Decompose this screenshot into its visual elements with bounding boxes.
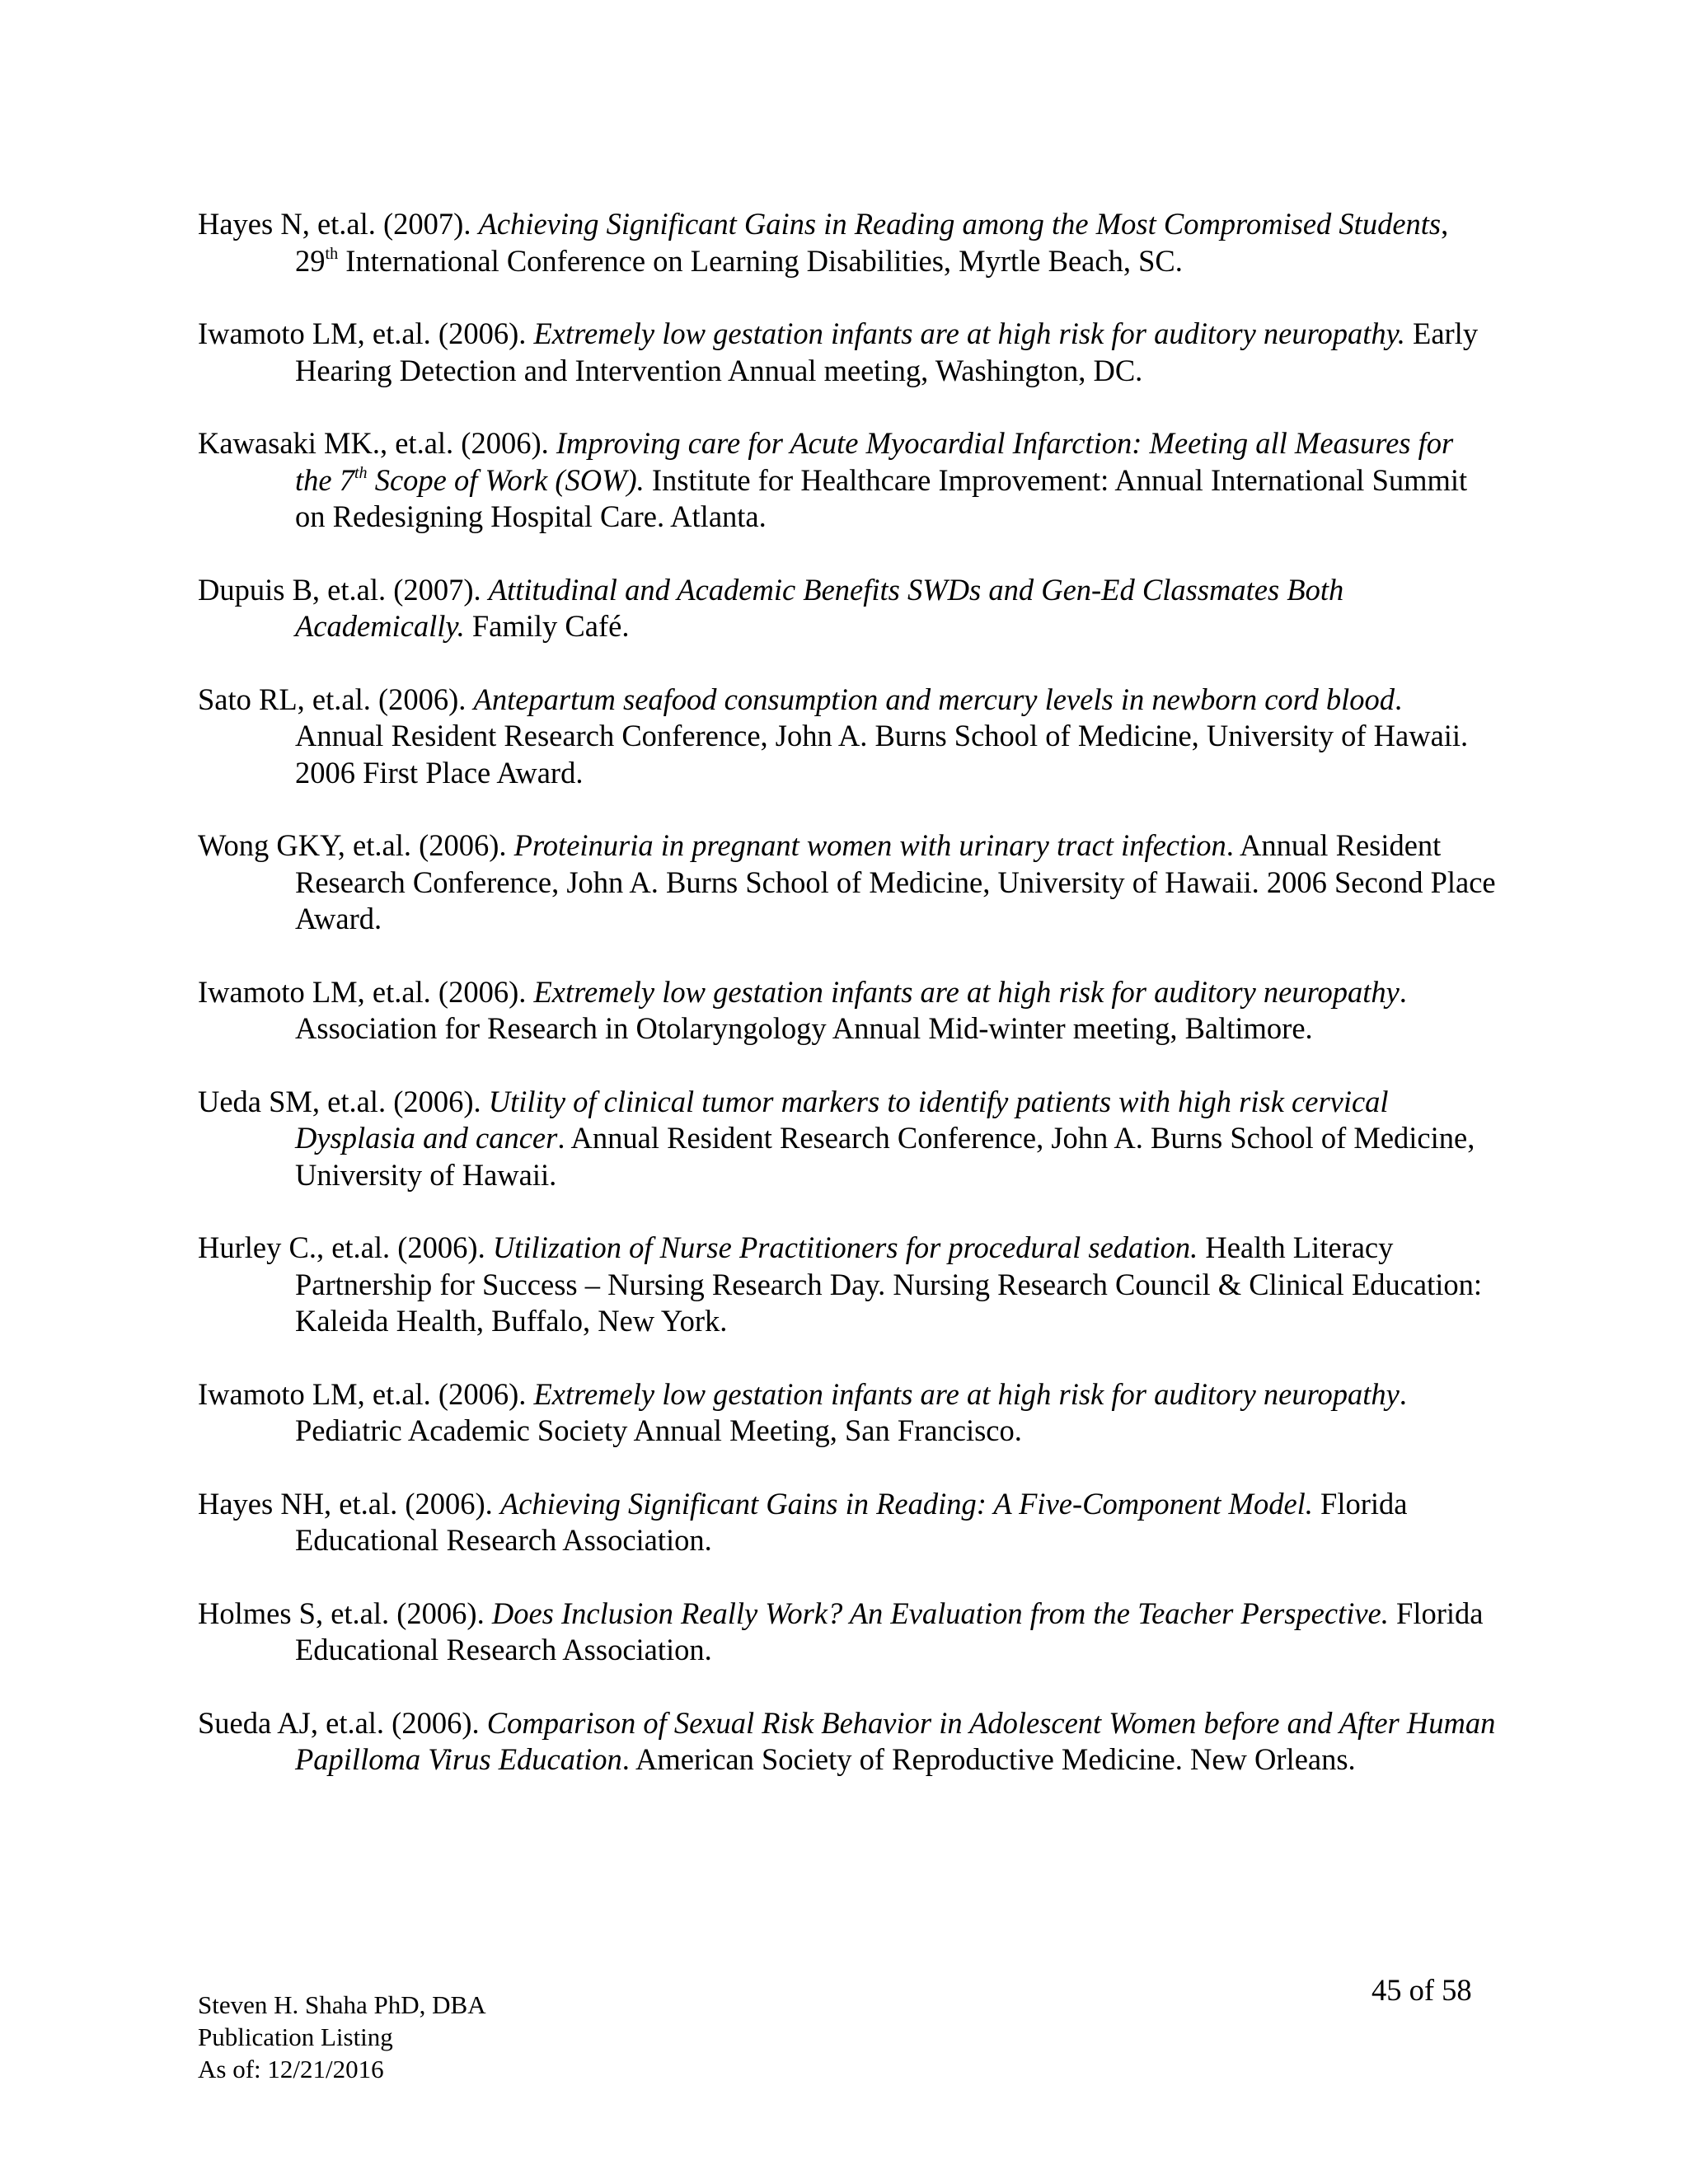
footer-author: Steven H. Shaha PhD, DBA xyxy=(198,1990,486,2019)
reference-text: Florida Educational Research Association. xyxy=(295,1596,1484,1666)
reference-title: Extremely low gestation infants are at high risk for auditory neuropathy. xyxy=(533,316,1405,350)
reference-authors-year: Hurley C., et.al. (2006). xyxy=(198,1230,493,1264)
reference-authors-year: Wong GKY, et.al. (2006). xyxy=(198,828,514,862)
reference-title: Comparison of Sexual Risk Behavior in Adolescent Women before and After Human Papilloma Virus Education xyxy=(295,1705,1496,1776)
reference-text: Early Hearing Detection and Intervention Annual meeting, Washington, DC. xyxy=(295,316,1479,387)
reference-text: International Conference on Learning Disabilities, Myrtle Beach, SC. xyxy=(338,243,1183,278)
reference-authors-year: Sueda AJ, et.al. (2006). xyxy=(198,1705,487,1740)
reference-text: . Association for Research in Otolaryngology Annual Mid-winter meeting, Baltimore. xyxy=(295,974,1407,1045)
reference-entry xyxy=(198,316,1496,389)
reference-authors-year: Iwamoto LM, et.al. (2006). xyxy=(198,974,534,1009)
reference-title: Attitudinal and Academic Benefits SWDs and Gen-Ed Classmates Both Academically. xyxy=(295,572,1344,643)
reference-text: Health Literacy Partnership for Success – Nursing Research Day. Nursing Research Council & Clinical Education: Kaleida Health, Buffalo, New York. xyxy=(295,1230,1483,1338)
reference-text: Institute for Healthcare Improvement: Annual International Summit on Redesigning Hospital Care. Atlanta. xyxy=(295,462,1468,533)
reference-text: . Pediatric Academic Society Annual Meeting, San Francisco. xyxy=(295,1376,1407,1447)
reference-entry xyxy=(198,1486,1496,1559)
reference-text: . Annual Resident Research Conference, John A. Burns School of Medicine, University of Hawaii. 2006 First Place Award. xyxy=(295,682,1469,790)
superscript-ordinal: th xyxy=(325,244,339,263)
reference-entry xyxy=(198,572,1496,645)
reference-entry xyxy=(198,1705,1496,1779)
reference-text: . Annual Resident Research Conference, John A. Burns School of Medicine, University of Hawaii. 2006 Second Place Award. xyxy=(295,828,1496,935)
reference-title: Scope of Work (SOW). xyxy=(367,462,645,497)
reference-authors-year: Sato RL, et.al. (2006). xyxy=(198,682,474,716)
reference-entry xyxy=(198,1376,1496,1450)
reference-entry xyxy=(198,425,1496,536)
reference-text: , 29 xyxy=(295,207,1449,278)
reference-text: . Annual Resident Research Conference, John A. Burns School of Medicine, University of Hawaii. xyxy=(295,1121,1475,1192)
reference-authors-year: Dupuis B, et.al. (2007). xyxy=(198,572,489,607)
reference-title: Extremely low gestation infants are at high risk for auditory neuropathy xyxy=(533,974,1400,1009)
reference-text: . American Society of Reproductive Medicine. New Orleans. xyxy=(621,1742,1356,1776)
reference-title: Proteinuria in pregnant women with urinary tract infection xyxy=(513,828,1226,862)
footer-date: As of: 12/21/2016 xyxy=(198,2055,384,2083)
reference-title: Utility of clinical tumor markers to identify patients with high risk cervical Dysplasia and cancer xyxy=(295,1084,1389,1155)
reference-authors-year: Hayes N, et.al. (2007). xyxy=(198,207,479,241)
reference-text: Florida Educational Research Association. xyxy=(295,1486,1408,1557)
reference-entry xyxy=(198,974,1496,1047)
reference-title: Extremely low gestation infants are at high risk for auditory neuropathy xyxy=(533,1376,1400,1411)
reference-entry xyxy=(198,1084,1496,1194)
reference-entry xyxy=(198,1230,1496,1340)
reference-list xyxy=(198,206,1496,1815)
reference-authors-year: Iwamoto LM, et.al. (2006). xyxy=(198,316,534,350)
reference-authors-year: Iwamoto LM, et.al. (2006). xyxy=(198,1376,534,1411)
reference-title: Utilization of Nurse Practitioners for procedural sedation. xyxy=(492,1230,1198,1264)
page-footer xyxy=(198,1989,486,2085)
reference-entry xyxy=(198,206,1496,279)
reference-entry xyxy=(198,827,1496,938)
reference-text: Family Café. xyxy=(464,609,630,643)
superscript-ordinal: th xyxy=(354,463,368,482)
reference-title: Antepartum seafood consumption and mercury levels in newborn cord blood xyxy=(473,682,1395,716)
reference-title: Improving care for Acute Myocardial Infarction: Meeting all Measures for the 7 xyxy=(295,426,1454,497)
footer-document-title: Publication Listing xyxy=(198,2022,393,2051)
reference-authors-year: Holmes S, et.al. (2006). xyxy=(198,1596,492,1630)
reference-authors-year: Ueda SM, et.al. (2006). xyxy=(198,1084,489,1118)
reference-title: Achieving Significant Gains in Reading among the Most Compromised Students xyxy=(478,207,1442,241)
reference-authors-year: Kawasaki MK., et.al. (2006). xyxy=(198,426,556,460)
reference-title: Does Inclusion Really Work? An Evaluation from the Teacher Perspective. xyxy=(491,1596,1389,1630)
reference-authors-year: Hayes NH, et.al. (2006). xyxy=(198,1486,500,1521)
page-number: 45 of 58 xyxy=(1372,1973,1472,2007)
reference-entry xyxy=(198,682,1496,792)
reference-entry xyxy=(198,1596,1496,1669)
reference-title: Achieving Significant Gains in Reading: A Five-Component Model. xyxy=(499,1486,1313,1521)
